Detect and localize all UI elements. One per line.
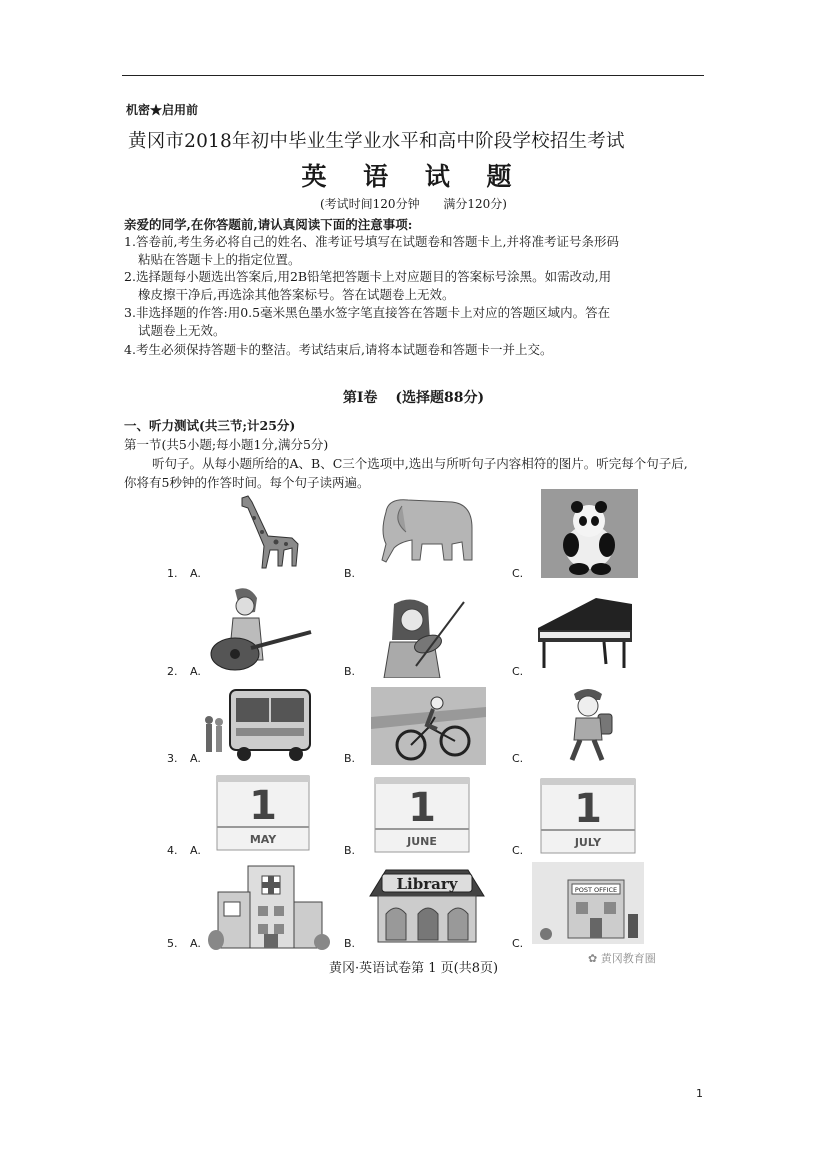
hospital-image [208,862,330,950]
notice-num: 1. [124,234,136,249]
page-number: 1 [696,1087,703,1100]
notice-num: 3. [124,305,136,320]
notice-item-2 [124,268,694,303]
girl-playing-violin-image [372,596,480,678]
calendar-month: JULY [574,836,602,849]
part-subtitle: (选择题88分) [395,390,485,406]
option-c-label: C. [512,844,524,857]
notice-item-1 [124,233,694,268]
option-b-label: B. [344,844,356,857]
calendar-june-image [374,777,470,853]
calendar-day: 1 [574,786,602,832]
option-a-label: A. [190,567,201,580]
piano-image [534,594,636,670]
subject-title: 英 语 试 题 [301,162,526,191]
question-number: 2. [167,665,178,678]
question-number: 1. [167,567,178,580]
cycling-image [371,687,486,765]
page-footer: 黄冈·英语试卷第 1 页(共8页) [328,961,499,976]
library-image [368,866,486,946]
wechat-icon: ✿ [588,952,598,965]
question-number: 3. [167,752,178,765]
option-b-label: B. [344,937,356,950]
notice-num: 4. [124,342,136,357]
notice-text: 考生必须保持答题卡的整洁。考试结束后,请将本试题卷和答题卡一并上交。 [136,342,553,357]
watermark [588,950,656,966]
notice-item-4 [124,341,694,359]
watermark-text: 黄冈教育圈 [600,952,656,965]
question-number: 4. [167,844,178,857]
notice-text: 答卷前,考生务必将自己的姓名、准考证号填写在试题卷和答题卡上,并将准考证号条形码 [136,234,619,249]
notice-num: 2. [124,269,136,284]
notice-text-cont: 粘贴在答题卡上的指定位置。 [138,251,301,267]
library-sign: Library [396,875,458,893]
notice-item-3 [124,304,694,339]
notice-heading: 亲爱的同学,在你答题前,请认真阅读下面的注意事项: [124,217,413,232]
part-title [0,387,827,407]
exam-time: (考试时间120分钟 [319,197,420,211]
option-c-label: C. [512,937,524,950]
confidential-label: 机密★启用前 [126,103,199,117]
full-score: 满分120分) [443,197,507,211]
option-a-label: A. [190,665,201,678]
part-label: 第Ⅰ卷 [342,390,378,406]
option-c-label: C. [512,752,524,765]
calendar-month: JUNE [407,835,437,848]
notice-text: 选择题每小题选出答案后,用2B铅笔把答题卡上对应题目的答案标号涂黑。如需改动,用 [136,269,612,284]
option-a-label: A. [190,937,201,950]
option-c-label: C. [512,665,524,678]
option-c-label: C. [512,567,524,580]
post-office-sign: POST OFFICE [574,886,618,894]
calendar-day: 1 [408,785,436,831]
girl-playing-guitar-image [205,584,313,676]
calendar-month: MAY [249,833,277,846]
option-a-label: A. [190,752,201,765]
option-b-label: B. [344,752,356,765]
school-bus-image [200,686,312,766]
panda-image [541,489,638,578]
boy-with-schoolbag-image [560,684,618,764]
notice-text-cont: 试题卷上无效。 [138,322,226,338]
calendar-may-image [216,775,310,851]
notice-text: 非选择题的作答:用0.5毫米黑色墨水签字笔直接答在答题卡上对应的答题区域内。答在 [136,305,611,320]
calendar-july-image [540,778,636,854]
top-rule [122,75,704,76]
elephant-image [372,492,482,570]
subsection-heading: 第一节(共5小题;每小题1分,满分5分) [124,437,329,452]
option-a-label: A. [190,844,201,857]
post-office-image [532,862,644,944]
giraffe-image [222,492,306,572]
section-heading: 一、听力测试(共三节;计25分) [124,418,296,433]
time-score-line [0,195,827,212]
question-number: 5. [167,937,178,950]
instructions: 听句子。从每小题所给的A、B、C三个选项中,选出与所听句子内容相符的图片。听完每个句子后,你将有5秒钟的作答时间。每个句子读两遍。 [124,456,688,490]
exam-title: 黄冈市2018年初中毕业生学业水平和高中阶段学校招生考试 [128,131,625,152]
calendar-day: 1 [249,783,277,829]
option-b-label: B. [344,567,356,580]
option-b-label: B. [344,665,356,678]
notice-text-cont: 橡皮擦干净后,再选涂其他答案标号。答在试题卷上无效。 [138,286,455,302]
